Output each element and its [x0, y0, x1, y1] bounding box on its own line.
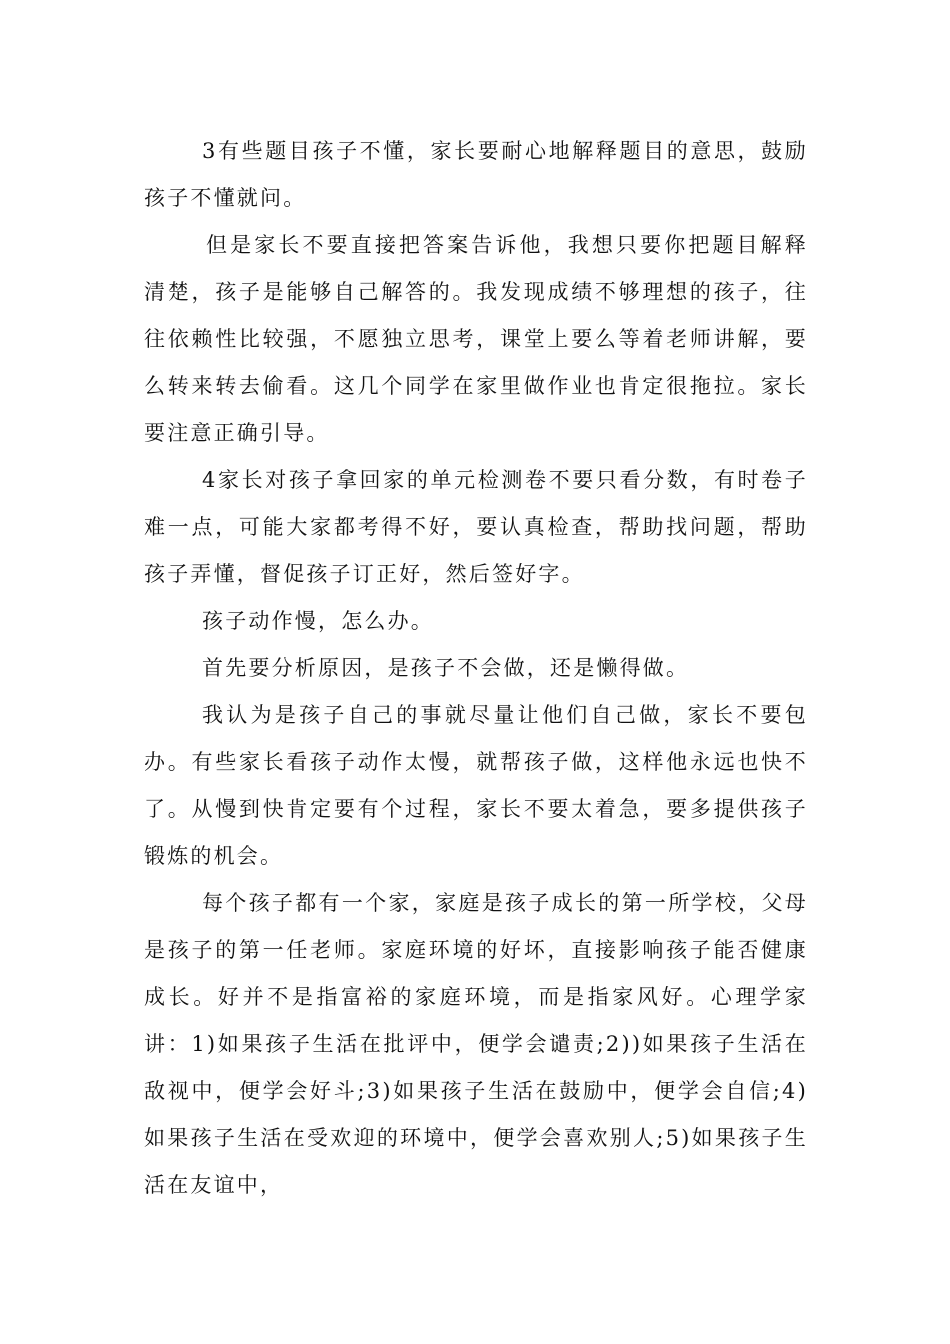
paragraph-2: 但是家长不要直接把答案告诉他，我想只要你把题目解释清楚，孩子是能够自己解答的。我发现成绩不够理想的孩子，往往依赖性比较强，不愿独立思考，课堂上要么等着老师讲解，要么转来转去偷看。这几个同学在家里做作业也肯定很拖拉。家长要注意正确引导。: [144, 233, 808, 445]
paragraph-5: 首先要分析原因，是孩子不会做，还是懒得做。: [202, 656, 690, 680]
paragraph-7: 每个孩子都有一个家，家庭是孩子成长的第一所学校，父母是孩子的第一任老师。家庭环境的好坏，直接影响孩子能否健康成长。好并不是指富裕的家庭环境，而是指家风好。心理学家讲：1)如果孩子生活在批评中，便学会谴责;2))如果孩子生活在敌视中，便学会好斗;3)如果孩子生活在鼓励中，便学会自信;4)如果孩子生活在受欢迎的环境中，便学会喜欢别人;5)如果孩子生活在友谊中，: [144, 891, 808, 1197]
paragraph-4: 孩子动作慢，怎么办。: [202, 609, 434, 633]
paragraph-3: 4家长对孩子拿回家的单元检测卷不要只看分数，有时卷子难一点，可能大家都考得不好，要认真检查，帮助找问题，帮助孩子弄懂，督促孩子订正好，然后签好字。: [144, 468, 808, 586]
paragraph-6: 我认为是孩子自己的事就尽量让他们自己做，家长不要包办。有些家长看孩子动作太慢，就帮孩子做，这样他永远也快不了。从慢到快肯定要有个过程，家长不要太着急，要多提供孩子锻炼的机会。: [144, 703, 808, 868]
paragraph-1: 3有些题目孩子不懂，家长要耐心地解释题目的意思，鼓励孩子不懂就问。: [144, 139, 808, 210]
document-body: [144, 128, 808, 1209]
